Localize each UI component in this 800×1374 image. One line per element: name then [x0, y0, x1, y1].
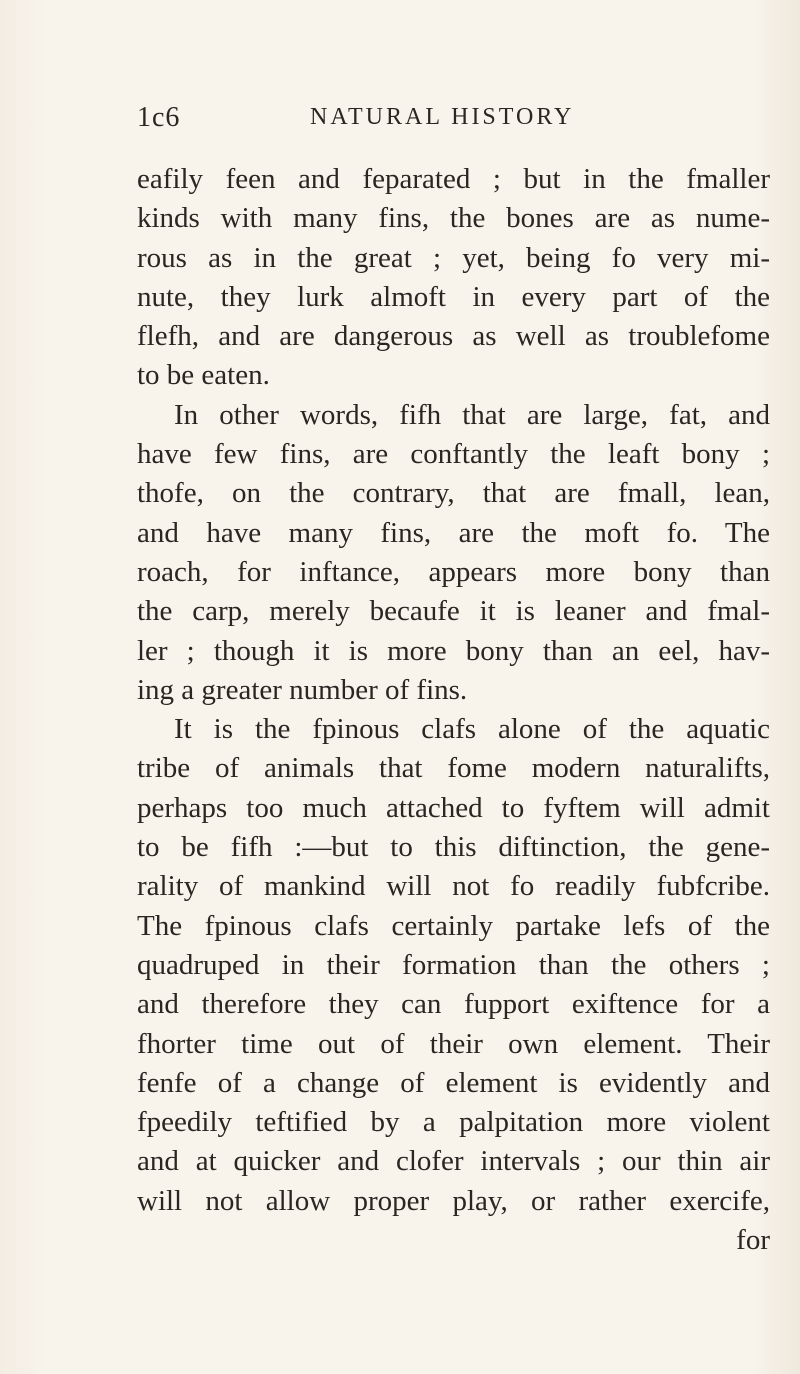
text-line: nute, they lurk almoft in every part of the	[137, 280, 770, 313]
text-line: eafily feen and feparated ; but in the fmaller	[137, 163, 770, 195]
text-line: and have many fins, are the moft fo. The	[137, 516, 770, 549]
text-line: kinds with many fins, the bones are as nume-	[137, 202, 770, 235]
text-line: ing a greater number of fins.	[137, 673, 468, 706]
text-line: rous as in the great ; yet, being fo very mi-	[137, 241, 770, 274]
text-line: to be eaten.	[137, 359, 270, 392]
text-line: the carp, merely becaufe it is leaner and fmal-	[137, 595, 770, 628]
text-line: flefh, and are dangerous as well as troublefome	[137, 320, 770, 353]
text-line: It is the fpinous clafs alone of the aquatic	[174, 713, 770, 746]
text-line: to be fifh :—but to this diftinction, the gene-	[137, 831, 770, 864]
text-line: roach, for inftance, appears more bony than	[137, 555, 770, 588]
text-line: rality of mankind will not fo readily fubfcribe.	[137, 870, 770, 903]
text-line: will not allow proper play, or rather exercife,	[137, 1184, 770, 1217]
text-line: ler ; though it is more bony than an eel, hav-	[137, 634, 770, 667]
text-line: and therefore they can fupport exiftence for a	[137, 988, 770, 1021]
text-line: fenfe of a change of element is evidently and	[137, 1066, 770, 1099]
body-text	[137, 160, 770, 1260]
text-line: and at quicker and clofer intervals ; our thin air	[137, 1145, 770, 1178]
text-line: The fpinous clafs certainly partake lefs of the	[137, 909, 770, 942]
text-line: fhorter time out of their own element. Their	[137, 1027, 770, 1060]
text-line: thofe, on the contrary, that are fmall, lean,	[137, 477, 770, 510]
text-line: In other words, fifh that are large, fat, and	[174, 398, 770, 431]
catchword: for	[736, 1224, 770, 1257]
text-line: fpeedily teftified by a palpitation more violent	[137, 1106, 770, 1139]
text-line: have few fins, are conftantly the leaft bony ;	[137, 438, 770, 471]
text-line: tribe of animals that fome modern naturalifts,	[137, 752, 770, 785]
running-head: NATURAL HISTORY	[310, 104, 575, 130]
text-line: perhaps too much attached to fyftem will admit	[137, 791, 770, 824]
page-header	[137, 102, 657, 136]
page-number: 1c6	[137, 102, 181, 133]
text-line: quadruped in their formation than the others ;	[137, 948, 770, 981]
